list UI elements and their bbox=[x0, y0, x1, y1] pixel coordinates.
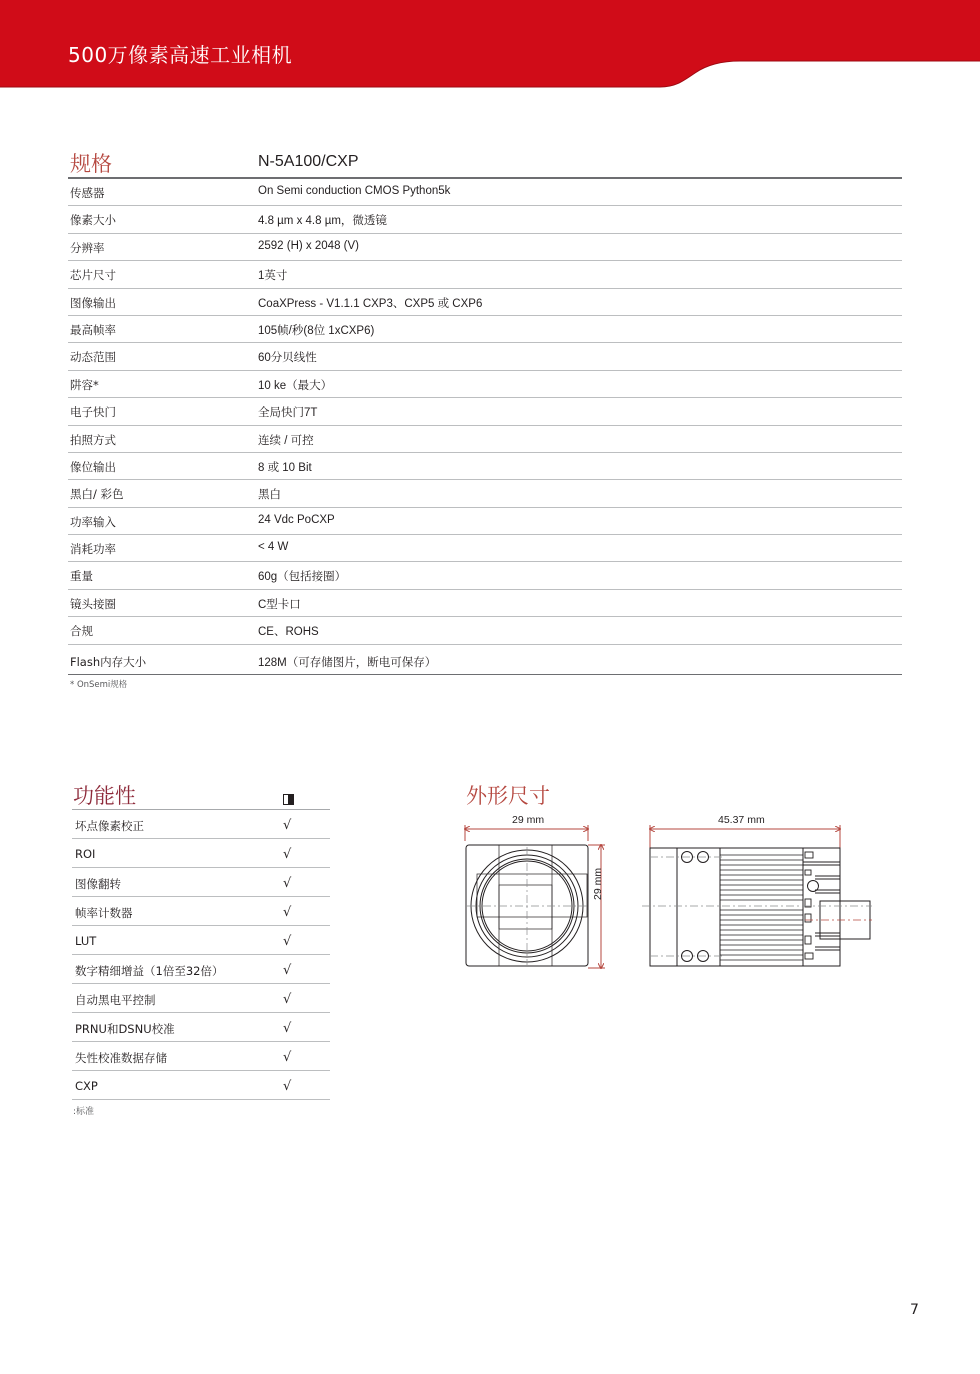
feature-row bbox=[72, 868, 330, 897]
spec-value: 60g（包括接圈） bbox=[258, 571, 347, 584]
spec-value: 105帧/秒(8位 1xCXP6) bbox=[258, 324, 375, 337]
spec-key: Flash内存大小 bbox=[70, 654, 147, 669]
spec-section-title: 规格 bbox=[70, 152, 112, 176]
front-width-label: 29 mm bbox=[512, 814, 545, 826]
spec-value: < 4 W bbox=[258, 541, 289, 554]
spec-value: 连续 / 可控 bbox=[258, 434, 314, 447]
feature-row bbox=[72, 1042, 330, 1071]
side-length-label: 45.37 mm bbox=[718, 814, 765, 826]
spec-key: 黑白/ 彩色 bbox=[70, 487, 124, 502]
spec-value: CE、ROHS bbox=[258, 626, 319, 639]
spec-key: 最高帧率 bbox=[70, 322, 116, 337]
spec-key: 阱容* bbox=[70, 377, 99, 392]
checkmark-icon: √ bbox=[283, 847, 292, 862]
spec-row bbox=[68, 206, 902, 233]
page-header-title: 500万像素高速工业相机 bbox=[68, 43, 293, 67]
feature-name: LUT bbox=[75, 934, 97, 948]
spec-value: 8 或 10 Bit bbox=[258, 461, 312, 474]
checkmark-icon: √ bbox=[283, 1079, 292, 1094]
spec-key: 拍照方式 bbox=[70, 432, 116, 447]
feature-name: 失性校准数据存储 bbox=[75, 1051, 167, 1065]
spec-key: 动态范围 bbox=[70, 350, 116, 365]
spec-row bbox=[68, 316, 902, 343]
spec-row bbox=[68, 508, 902, 535]
spec-row bbox=[68, 398, 902, 425]
checkmark-icon: √ bbox=[283, 818, 292, 833]
feature-row bbox=[72, 926, 330, 955]
spec-row bbox=[68, 426, 902, 453]
spec-key: 图像输出 bbox=[70, 295, 116, 310]
side-view bbox=[642, 825, 872, 966]
spec-row bbox=[68, 371, 902, 398]
spec-key: 芯片尺寸 bbox=[70, 268, 116, 283]
spec-value: 60分贝线性 bbox=[258, 352, 317, 365]
spec-value: 全局快门7T bbox=[258, 407, 318, 420]
spec-table bbox=[68, 148, 902, 675]
spec-row bbox=[68, 617, 902, 644]
spec-key: 镜头接圈 bbox=[70, 596, 116, 611]
spec-row bbox=[68, 289, 902, 316]
checkmark-icon: √ bbox=[283, 1021, 292, 1036]
front-height-label: 29 mm bbox=[592, 867, 604, 900]
spec-key: 分辨率 bbox=[70, 240, 105, 255]
spec-key: 合规 bbox=[70, 624, 93, 639]
spec-row bbox=[68, 234, 902, 261]
spec-row bbox=[68, 645, 902, 675]
spec-value: 黑白 bbox=[258, 489, 281, 502]
spec-key: 重量 bbox=[70, 569, 93, 584]
spec-key: 消耗功率 bbox=[70, 542, 116, 557]
spec-value: 2592 (H) x 2048 (V) bbox=[258, 239, 359, 252]
feature-row bbox=[72, 897, 330, 926]
feature-row bbox=[72, 810, 330, 839]
checkmark-icon: √ bbox=[283, 963, 292, 978]
model-name: N-5A100/CXP bbox=[258, 153, 359, 170]
features-table bbox=[72, 780, 330, 1100]
feature-name: 数字精细增益（1倍至32倍） bbox=[75, 964, 224, 978]
spec-key: 功率输入 bbox=[70, 514, 116, 529]
spec-row bbox=[68, 343, 902, 370]
feature-name: 帧率计数器 bbox=[75, 906, 133, 920]
dimension-drawing bbox=[455, 805, 885, 975]
feature-row bbox=[72, 955, 330, 984]
spec-row bbox=[68, 480, 902, 507]
checkmark-icon: √ bbox=[283, 992, 292, 1007]
spec-row bbox=[68, 590, 902, 617]
spec-value: 10 ke（最大） bbox=[258, 379, 333, 392]
standard-box-icon bbox=[283, 794, 294, 805]
spec-row bbox=[68, 562, 902, 589]
page-number: 7 bbox=[910, 1302, 919, 1318]
dimensions-section-title: 外形尺寸 bbox=[466, 784, 550, 808]
feature-name: 图像翻转 bbox=[75, 877, 121, 891]
feature-name: ROI bbox=[75, 847, 96, 861]
feature-name: 坏点像素校正 bbox=[75, 819, 144, 833]
feature-row bbox=[72, 1013, 330, 1042]
spec-footnote: * OnSemi规格 bbox=[70, 680, 128, 690]
spec-value: 24 Vdc PoCXP bbox=[258, 513, 335, 526]
spec-value: 1英寸 bbox=[258, 270, 288, 283]
spec-key: 传感器 bbox=[70, 186, 105, 200]
spec-key: 像素大小 bbox=[70, 213, 116, 228]
spec-row bbox=[68, 179, 902, 206]
spec-key: 电子快门 bbox=[70, 405, 116, 420]
checkmark-icon: √ bbox=[283, 905, 292, 920]
checkmark-icon: √ bbox=[283, 876, 292, 891]
spec-table-header bbox=[68, 148, 902, 179]
spec-value: CoaXPress - V1.1.1 CXP3、CXP5 或 CXP6 bbox=[258, 297, 483, 310]
feature-name: CXP bbox=[75, 1079, 98, 1093]
spec-row bbox=[68, 261, 902, 288]
feature-name: PRNU和DSNU校准 bbox=[75, 1022, 175, 1036]
feature-row bbox=[72, 839, 330, 868]
checkmark-icon: √ bbox=[283, 1050, 292, 1065]
spec-row bbox=[68, 535, 902, 562]
features-section-title: 功能性 bbox=[73, 784, 136, 808]
spec-key: 像位输出 bbox=[70, 459, 116, 474]
features-footnote: :标准 bbox=[73, 1107, 95, 1117]
feature-row bbox=[72, 984, 330, 1013]
spec-value: On Semi conduction CMOS Python5k bbox=[258, 185, 451, 197]
feature-row bbox=[72, 1071, 330, 1100]
spec-value: C型卡口 bbox=[258, 598, 301, 611]
spec-row bbox=[68, 453, 902, 480]
feature-name: 自动黑电平控制 bbox=[75, 993, 156, 1007]
features-header bbox=[72, 780, 330, 810]
spec-value: 4.8 µm x 4.8 µm，微透镜 bbox=[258, 215, 387, 228]
spec-value: 128M（可存储图片，断电可保存） bbox=[258, 656, 437, 669]
checkmark-icon: √ bbox=[283, 934, 292, 949]
front-view bbox=[465, 825, 605, 968]
